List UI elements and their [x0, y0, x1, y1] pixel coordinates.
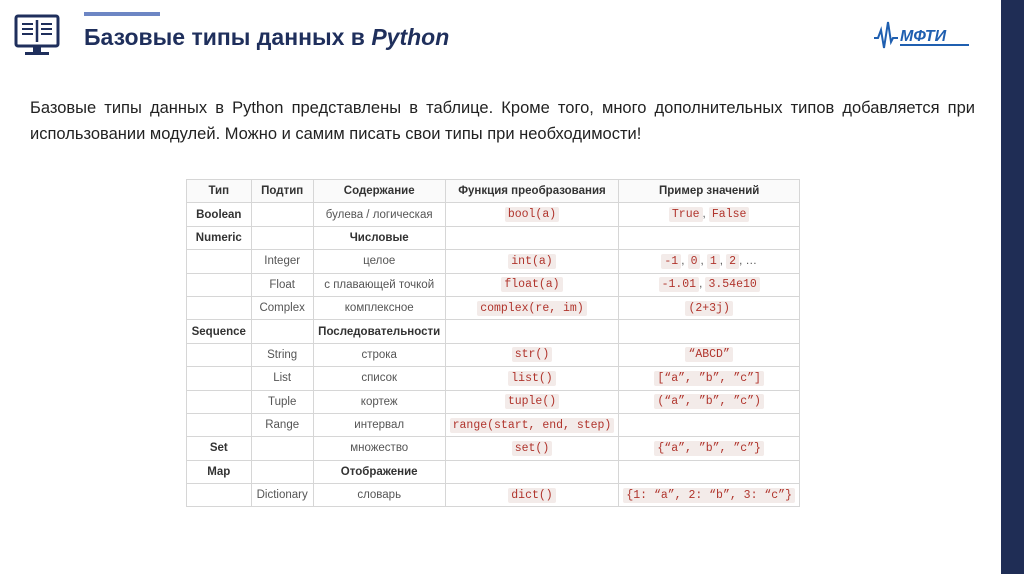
code-example: 3.54e10 — [705, 277, 759, 292]
title-python: Python — [371, 24, 450, 50]
table-row — [187, 320, 800, 343]
table-row — [187, 203, 800, 226]
cell-type: Map — [187, 460, 252, 483]
intro-paragraph: Базовые типы данных в Python представлены в таблице. Кроме того, много дополнительных типов добавляется при использовании модулей. Можно и самим писать свои типы при необходимости! — [30, 99, 975, 143]
table-row — [187, 460, 800, 483]
cell-type — [187, 296, 252, 319]
table-header-row — [187, 180, 800, 203]
code-function: dict() — [508, 488, 555, 503]
cell-type: Boolean — [187, 203, 252, 226]
header-function: Функция преобразования — [445, 180, 619, 203]
cell-subtype — [251, 437, 313, 460]
cell-content: булева / логическая — [313, 203, 445, 226]
cell-function — [445, 296, 619, 319]
cell-function — [445, 460, 619, 483]
cell-content: целое — [313, 250, 445, 273]
cell-content: комплексное — [313, 296, 445, 319]
cell-type — [187, 367, 252, 390]
code-example: 2 — [726, 254, 739, 269]
cell-subtype: Dictionary — [251, 484, 313, 507]
cell-function — [445, 273, 619, 296]
cell-function — [445, 203, 619, 226]
cell-subtype — [251, 226, 313, 249]
cell-function — [445, 320, 619, 343]
cell-type — [187, 250, 252, 273]
header-content: Содержание — [313, 180, 445, 203]
table-row — [187, 343, 800, 366]
code-example: -1 — [661, 254, 681, 269]
cell-type — [187, 413, 252, 436]
code-example: “ABCD” — [685, 347, 732, 362]
cell-example: -1.01 , 3.54e10 — [619, 273, 800, 296]
code-function: int(a) — [508, 254, 555, 269]
cell-subtype: Tuple — [251, 390, 313, 413]
code-example: {“a”, ”b”, ”c”} — [654, 441, 764, 456]
cell-function — [445, 250, 619, 273]
code-example: 0 — [688, 254, 701, 269]
code-example: [“a”, ”b”, ”c”] — [654, 371, 764, 386]
cell-example — [619, 296, 800, 319]
code-function: set() — [512, 441, 553, 456]
cell-subtype — [251, 460, 313, 483]
cell-example — [619, 437, 800, 460]
table-row — [187, 484, 800, 507]
table-row — [187, 413, 800, 436]
page-title — [84, 24, 449, 51]
code-example: {1: “a”, 2: “b”, 3: “c”} — [623, 488, 795, 503]
cell-function — [445, 226, 619, 249]
cell-type — [187, 273, 252, 296]
header-type: Тип — [187, 180, 252, 203]
brand-text: МФТИ — [900, 28, 947, 45]
code-example: (“a”, ”b”, ”c”) — [654, 394, 764, 409]
header-subtype: Подтип — [251, 180, 313, 203]
cell-subtype — [251, 203, 313, 226]
cell-type: Numeric — [187, 226, 252, 249]
code-function: complex(re, im) — [477, 301, 587, 316]
cell-example — [619, 226, 800, 249]
cell-function — [445, 437, 619, 460]
cell-content: с плавающей точкой — [313, 273, 445, 296]
cell-example: -1 , 0 , 1 , 2 , … — [619, 250, 800, 273]
cell-content: Последовательности — [313, 320, 445, 343]
cell-content: Числовые — [313, 226, 445, 249]
code-example: -1.01 — [659, 277, 700, 292]
cell-type — [187, 390, 252, 413]
book-monitor-icon — [14, 13, 60, 57]
cell-type: Sequence — [187, 320, 252, 343]
cell-content: строка — [313, 343, 445, 366]
cell-subtype: List — [251, 367, 313, 390]
cell-content: список — [313, 367, 445, 390]
cell-subtype: Range — [251, 413, 313, 436]
right-decorative-bar — [1001, 0, 1024, 574]
ellipsis: , … — [739, 254, 757, 267]
cell-example: True , False — [619, 203, 800, 226]
code-function: tuple() — [505, 394, 559, 409]
cell-example — [619, 484, 800, 507]
table-row — [187, 437, 800, 460]
code-example: 1 — [707, 254, 720, 269]
cell-subtype: Float — [251, 273, 313, 296]
cell-subtype: Integer — [251, 250, 313, 273]
table-row — [187, 367, 800, 390]
cell-example — [619, 390, 800, 413]
title-accent-line — [84, 12, 160, 16]
code-example: False — [709, 207, 750, 222]
cell-example — [619, 460, 800, 483]
cell-example — [619, 367, 800, 390]
table-row — [187, 226, 800, 249]
mipt-logo — [872, 18, 972, 52]
title-text: Базовые типы данных в — [84, 24, 372, 50]
cell-function — [445, 484, 619, 507]
cell-type — [187, 343, 252, 366]
cell-content: словарь — [313, 484, 445, 507]
cell-content: множество — [313, 437, 445, 460]
code-function: float(a) — [501, 277, 562, 292]
cell-subtype: Complex — [251, 296, 313, 319]
cell-type — [187, 484, 252, 507]
cell-function — [445, 413, 619, 436]
code-example: True — [669, 207, 703, 222]
types-table — [186, 179, 800, 507]
cell-subtype: String — [251, 343, 313, 366]
cell-example — [619, 320, 800, 343]
cell-type: Set — [187, 437, 252, 460]
cell-example — [619, 413, 800, 436]
code-example: (2+3j) — [685, 301, 732, 316]
code-function: str() — [512, 347, 553, 362]
cell-content: Отображение — [313, 460, 445, 483]
cell-function — [445, 367, 619, 390]
code-function: list() — [508, 371, 555, 386]
table-row — [187, 250, 800, 273]
table-row — [187, 296, 800, 319]
table-row — [187, 273, 800, 296]
table-row — [187, 390, 800, 413]
cell-function — [445, 343, 619, 366]
code-function: range(start, end, step) — [450, 418, 615, 433]
cell-content: интервал — [313, 413, 445, 436]
cell-subtype — [251, 320, 313, 343]
cell-function — [445, 390, 619, 413]
header-example: Пример значений — [619, 180, 800, 203]
cell-content: кортеж — [313, 390, 445, 413]
code-function: bool(a) — [505, 207, 559, 222]
cell-example — [619, 343, 800, 366]
